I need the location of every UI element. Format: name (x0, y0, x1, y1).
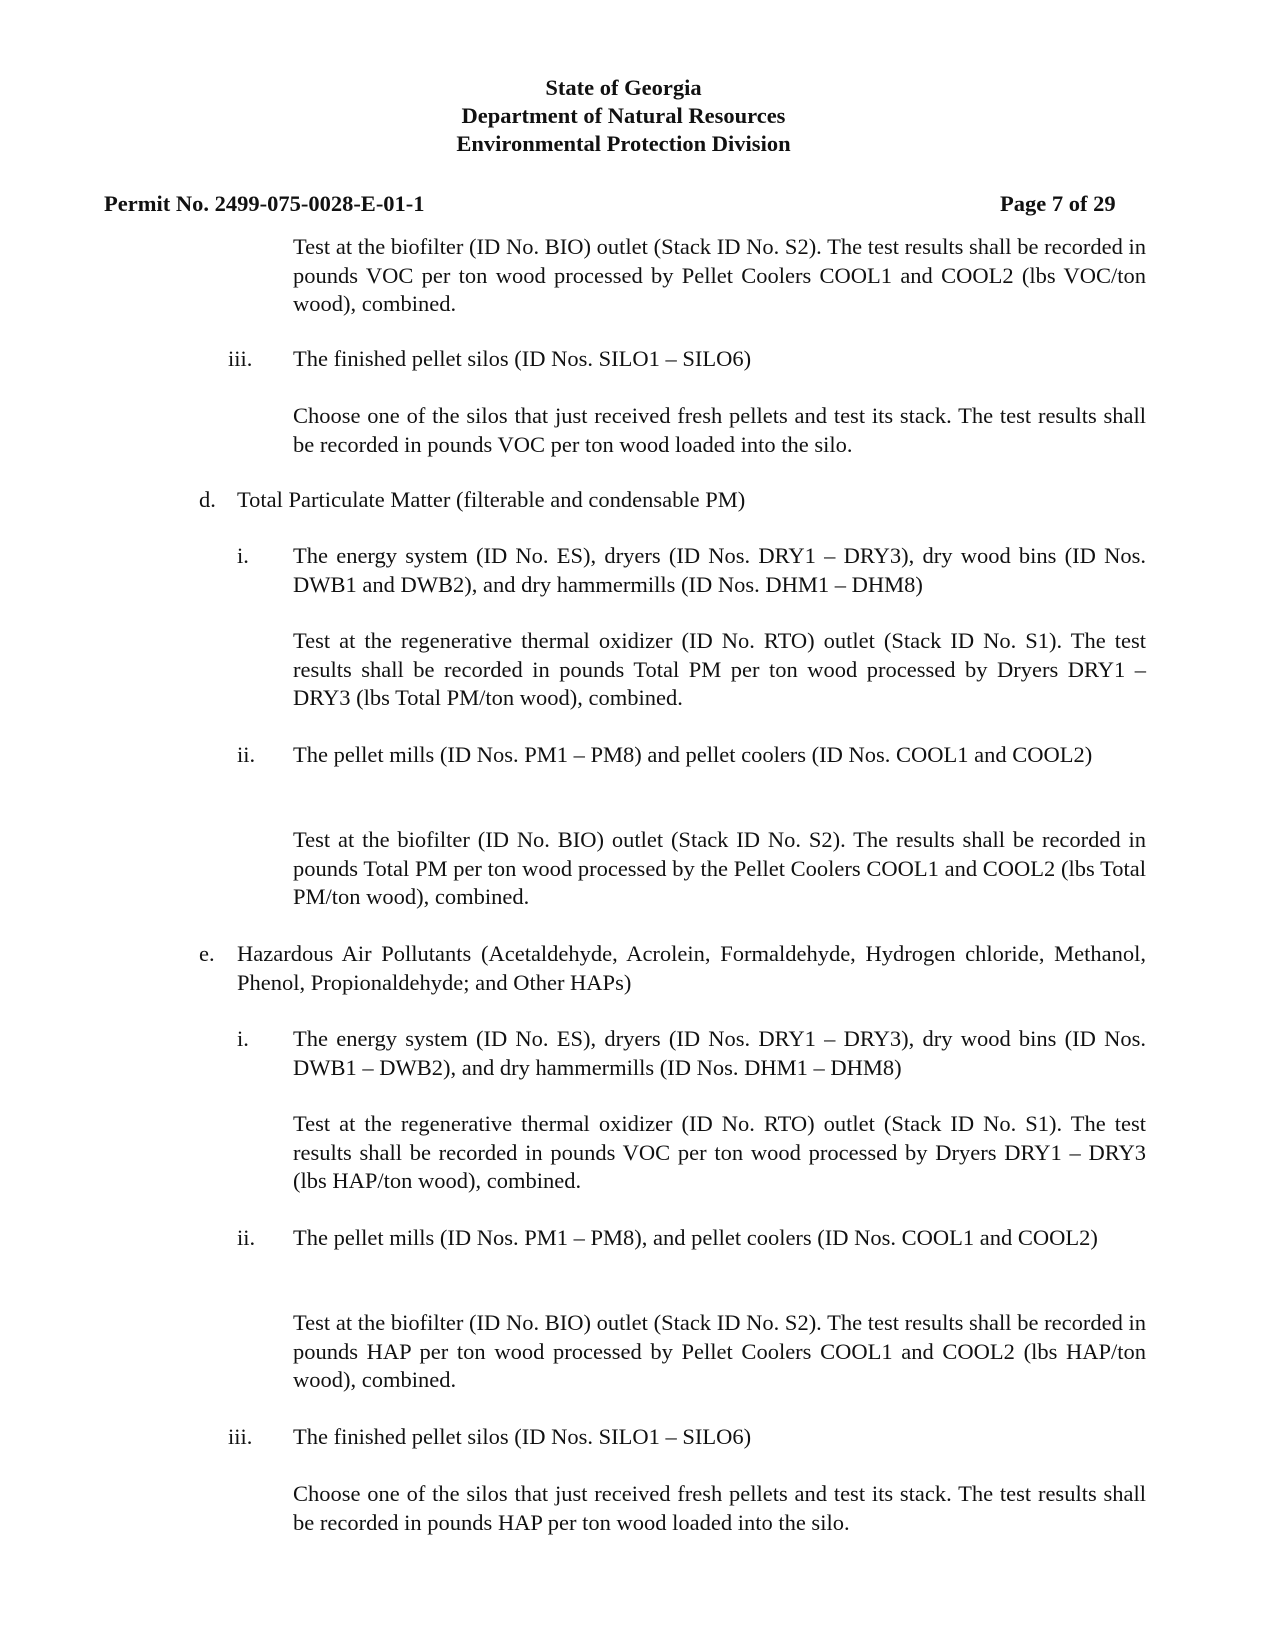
item-paragraph: Test at the regenerative thermal oxidizer (ID No. RTO) outlet (Stack ID No. S1). The test results shall be recorded in pounds VOC per ton wood processed by Dryers DRY1 – DRY3 (lbs HAP/ton wood), combined. (293, 1111, 1146, 1193)
section-title: Total Particulate Matter (filterable and condensable PM) (237, 487, 746, 512)
item-title: The finished pellet silos (ID Nos. SILO1 – SILO6) (293, 346, 752, 371)
item-paragraph: Test at the biofilter (ID No. BIO) outlet (Stack ID No. S2). The test results shall be recorded in pounds HAP per ton wood processed by Pellet Coolers COOL1 and COOL2 (lbs HAP/ton wood), combined. (293, 1310, 1146, 1392)
item-marker: ii. (237, 742, 256, 767)
item-marker: ii. (237, 1225, 256, 1250)
header-department: Department of Natural Resources (461, 103, 786, 128)
continued-paragraph: Test at the biofilter (ID No. BIO) outlet (Stack ID No. S2). The test results shall be recorded in pounds VOC per ton wood processed by Pellet Coolers COOL1 and COOL2 (lbs VOC/ton wood), combined. (293, 234, 1146, 316)
item-marker: iii. (228, 1424, 253, 1449)
header-division: Environmental Protection Division (456, 131, 791, 156)
item-title: The energy system (ID No. ES), dryers (ID Nos. DRY1 – DRY3), dry wood bins (ID Nos. DWB1 – DWB2), and dry hammermills (ID Nos. DHM1 – DHM8) (293, 1026, 1146, 1080)
page-number: Page 7 of 29 (1000, 191, 1116, 216)
item-paragraph: Choose one of the silos that just received fresh pellets and test its stack. The test results shall be recorded in pounds HAP per ton wood loaded into the silo. (293, 1481, 1146, 1535)
item-paragraph: Test at the regenerative thermal oxidizer (ID No. RTO) outlet (Stack ID No. S1). The test results shall be recorded in pounds Total PM per ton wood processed by Dryers DRY1 – DRY3 (lbs Total PM/ton wood), combined. (293, 628, 1146, 710)
item-title: The finished pellet silos (ID Nos. SILO1 – SILO6) (293, 1424, 752, 1449)
item-paragraph: Test at the biofilter (ID No. BIO) outlet (Stack ID No. S2). The results shall be recorded in pounds Total PM per ton wood processed by the Pellet Coolers COOL1 and COOL2 (lbs Total PM/ton wood), combined. (293, 827, 1146, 909)
item-title: The energy system (ID No. ES), dryers (ID Nos. DRY1 – DRY3), dry wood bins (ID Nos. DWB1 and DWB2), and dry hammermills (ID Nos. DHM1 – DHM8) (293, 543, 1146, 597)
section-title: Hazardous Air Pollutants (Acetaldehyde, Acrolein, Formaldehyde, Hydrogen chloride, Methanol, Phenol, Propionaldehyde; and Other HAPs) (237, 941, 1146, 995)
item-title: The pellet mills (ID Nos. PM1 – PM8), and pellet coolers (ID Nos. COOL1 and COOL2) (293, 1225, 1098, 1250)
item-title: The pellet mills (ID Nos. PM1 – PM8) and pellet coolers (ID Nos. COOL1 and COOL2) (293, 742, 1093, 767)
section-marker: e. (199, 941, 215, 966)
permit-number: Permit No. 2499-075-0028-E-01-1 (104, 191, 425, 216)
section-marker: d. (199, 487, 216, 512)
header-state: State of Georgia (545, 75, 702, 100)
item-marker: iii. (228, 346, 253, 371)
item-marker: i. (237, 543, 249, 568)
item-marker: i. (237, 1026, 249, 1051)
item-paragraph: Choose one of the silos that just received fresh pellets and test its stack. The test results shall be recorded in pounds VOC per ton wood loaded into the silo. (293, 403, 1146, 457)
page-header (0, 74, 1247, 158)
